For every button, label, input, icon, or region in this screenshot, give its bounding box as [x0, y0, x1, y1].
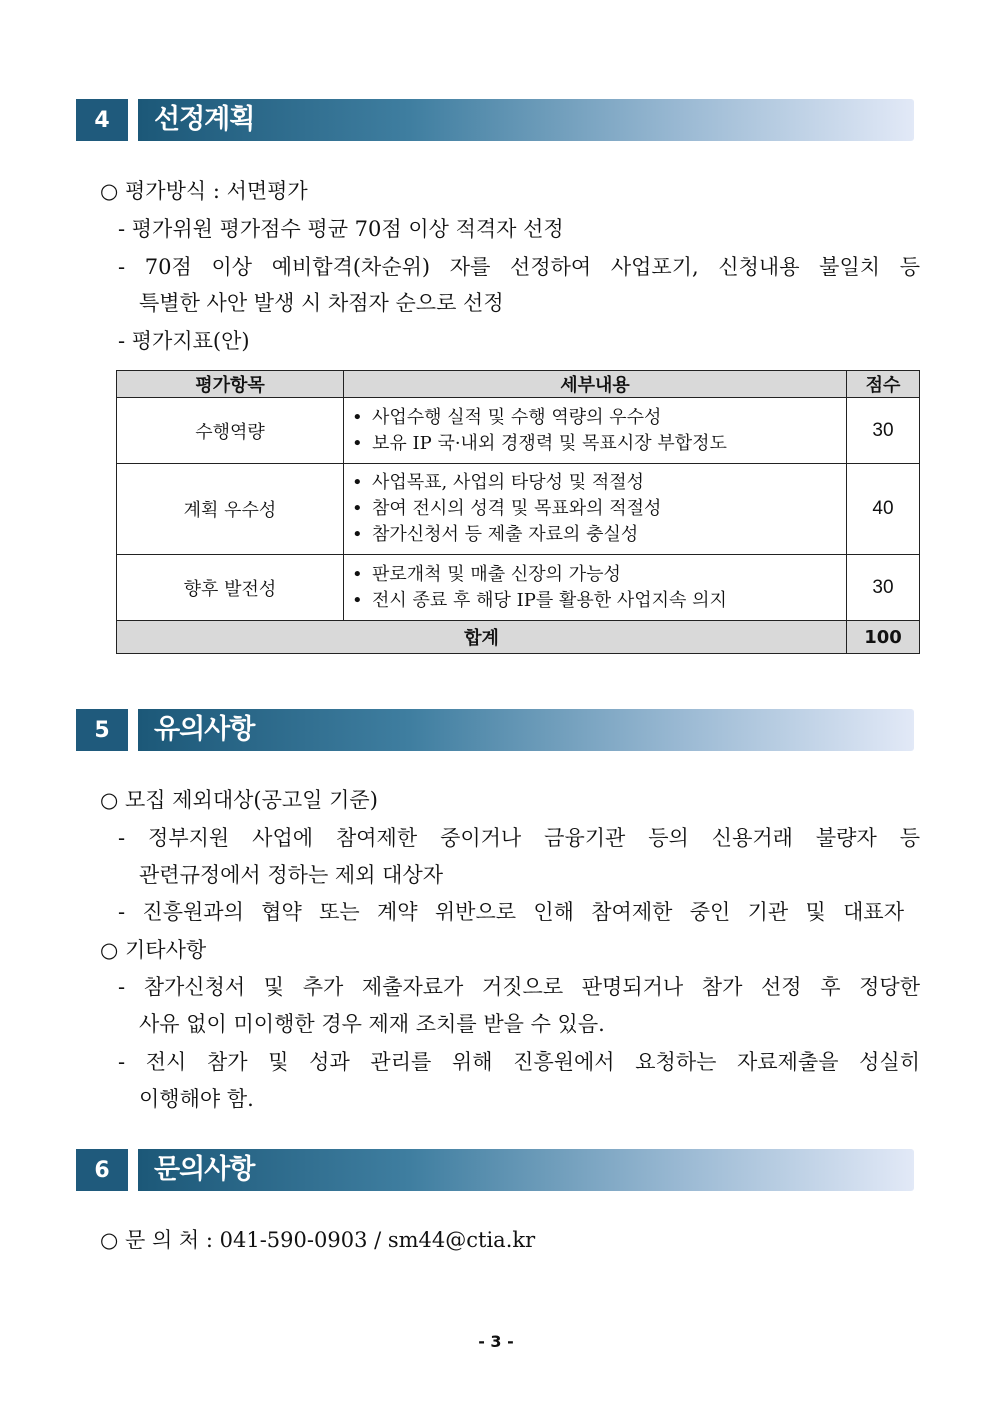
- eval-detail-2-line1: - 70점 이상 예비합격(차순위) 자를 선정하여 사업포기, 신청내용 불일치 등: [118, 255, 920, 279]
- detail-item: • 사업목표, 사업의 타당성 및 적절성: [352, 472, 645, 493]
- row-score: 30: [847, 398, 920, 464]
- section-title: 선정계획: [154, 104, 255, 135]
- section-title-bar: [138, 99, 914, 141]
- misc-detail-1-line1: - 참가신청서 및 추가 제출자료가 거짓으로 판명되거나 참가 선정 후 정당한: [118, 975, 920, 999]
- misc-detail-2-line1: - 전시 참가 및 성과 관리를 위해 진흥원에서 요청하는 자료제출을 성실히: [118, 1050, 920, 1074]
- evaluation-table: [116, 370, 920, 654]
- detail-item: • 참가신청서 등 제출 자료의 충실성: [352, 524, 639, 545]
- row-category: 수행역량: [117, 398, 344, 464]
- exclusion-detail-2: - 진흥원과의 협약 또는 계약 위반으로 인해 참여제한 중인 기관 및 대표자: [118, 900, 904, 924]
- table-row: [117, 398, 920, 464]
- section-title: 유의사항: [154, 714, 255, 745]
- header-category: 평가항목: [117, 371, 344, 398]
- misc-heading: ○ 기타사항: [100, 938, 207, 962]
- section-6-header: [76, 1149, 914, 1191]
- row-details: [344, 555, 847, 621]
- contact-info: ○ 문 의 처 : 041-590-0903 / sm44@ctia.kr: [100, 1228, 536, 1252]
- section-title-bar: [138, 709, 914, 751]
- table-row: [117, 464, 920, 555]
- row-category: 계획 우수성: [117, 464, 344, 555]
- table-row: [117, 555, 920, 621]
- row-category: 향후 발전성: [117, 555, 344, 621]
- section-title: 문의사항: [154, 1154, 255, 1185]
- section-number: 6: [76, 1149, 128, 1191]
- detail-item: • 판로개척 및 매출 신장의 가능성: [352, 563, 621, 585]
- eval-detail-1: - 평가위원 평가점수 평균 70점 이상 적격자 선정: [118, 217, 564, 241]
- misc-detail-1-line2: 사유 없이 미이행한 경우 제재 조치를 받을 수 있음.: [139, 1012, 605, 1036]
- detail-item: • 전시 종료 후 해당 IP를 활용한 사업지속 의지: [352, 589, 727, 611]
- misc-detail-2-line2: 이행해야 함.: [139, 1087, 254, 1111]
- eval-detail-3: - 평가지표(안): [118, 329, 250, 353]
- table-total-row: [117, 621, 920, 654]
- page-number: - 3 -: [478, 1332, 514, 1351]
- section-4-header: [76, 99, 914, 141]
- header-details: 세부내용: [344, 371, 847, 398]
- eval-detail-2-line2: 특별한 사안 발생 시 차점자 순으로 선정: [139, 291, 504, 315]
- table-header-row: [117, 371, 920, 398]
- exclusion-detail-1-line2: 관련규정에서 정하는 제외 대상자: [139, 863, 444, 887]
- total-score: 100: [847, 621, 920, 654]
- section-title-bar: [138, 1149, 914, 1191]
- eval-method: ○ 평가방식 : 서면평가: [100, 179, 308, 203]
- detail-item: • 사업수행 실적 및 수행 역량의 우수성: [352, 406, 662, 428]
- row-score: 30: [847, 555, 920, 621]
- header-score: 점수: [847, 371, 920, 398]
- row-details: [344, 398, 847, 464]
- section-number: 4: [76, 99, 128, 141]
- detail-item: • 보유 IP 국·내외 경쟁력 및 목표시장 부합정도: [352, 432, 727, 454]
- exclusion-heading: ○ 모집 제외대상(공고일 기준): [100, 788, 378, 812]
- section-number: 5: [76, 709, 128, 751]
- exclusion-detail-1-line1: - 정부지원 사업에 참여제한 중이거나 금융기관 등의 신용거래 불량자 등: [118, 826, 920, 850]
- row-details: [344, 464, 847, 555]
- row-score: 40: [847, 464, 920, 555]
- total-label: 합계: [117, 621, 847, 654]
- section-5-header: [76, 709, 914, 751]
- detail-item: • 참여 전시의 성격 및 목표와의 적절성: [352, 498, 662, 519]
